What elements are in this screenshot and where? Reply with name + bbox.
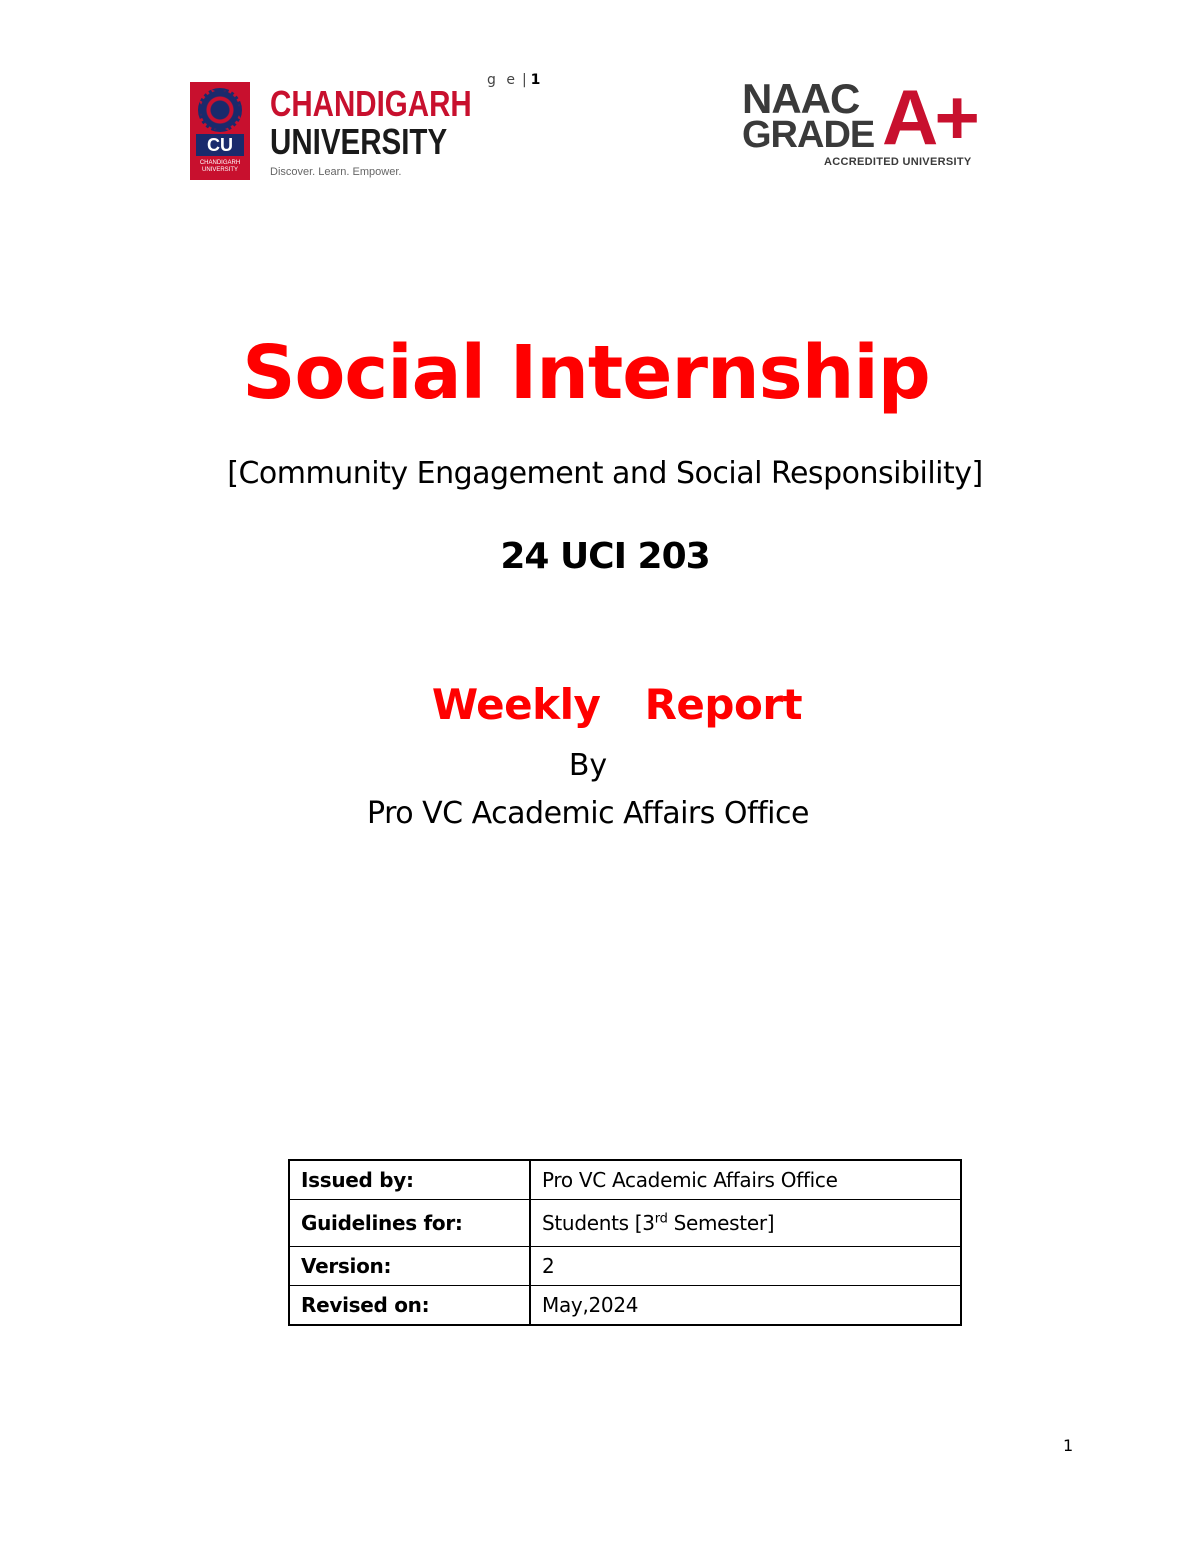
report-title: Weekly Report (431, 680, 803, 729)
running-header: g e | 1 (487, 72, 541, 88)
course-code: 24 UCI 203 (500, 536, 710, 577)
grade-word: GRADE (742, 114, 875, 156)
document-subtitle: [Community Engagement and Social Responsibility] (227, 456, 983, 491)
chandigarh-university-logo (190, 82, 470, 182)
revised-on-value: May,2024 (530, 1286, 961, 1326)
footer-page-number: 1 (1063, 1436, 1074, 1455)
guidelines-label: Guidelines for: (289, 1200, 530, 1247)
table-row (289, 1247, 961, 1286)
revised-on-label: Revised on: (289, 1286, 530, 1326)
by-line: By (568, 748, 608, 783)
gear-emblem-icon (198, 88, 242, 132)
document-title: Social Internship (242, 330, 930, 416)
naac-grade-logo (742, 73, 992, 174)
grade-mark: A+ (882, 73, 976, 161)
cu-emblem-icon (190, 82, 250, 180)
accredited-text: ACCREDITED UNIVERSITY (824, 156, 972, 168)
version-value: 2 (530, 1247, 961, 1286)
header-page-prefix: g e (487, 72, 518, 88)
guidelines-value: Students [3rd Semester] (530, 1200, 961, 1247)
issuing-office: Pro VC Academic Affairs Office (367, 796, 809, 831)
issued-by-value: Pro VC Academic Affairs Office (530, 1160, 961, 1200)
version-label: Version: (289, 1247, 530, 1286)
issued-by-label: Issued by: (289, 1160, 530, 1200)
table-row (289, 1286, 961, 1326)
cu-name-line2: UNIVERSITY (270, 121, 448, 162)
cu-name-line1: CHANDIGARH (270, 83, 472, 124)
naac-word: NAAC (742, 75, 860, 122)
header-page-number: 1 (530, 72, 541, 88)
table-row (289, 1160, 961, 1200)
cu-emblem-small-text: CHANDIGARH UNIVERSITY (199, 160, 241, 173)
document-details-table (288, 1159, 962, 1326)
cu-tagline: Discover. Learn. Empower. (270, 166, 402, 178)
table-row (289, 1200, 961, 1247)
cu-emblem-text: CU (196, 134, 244, 156)
